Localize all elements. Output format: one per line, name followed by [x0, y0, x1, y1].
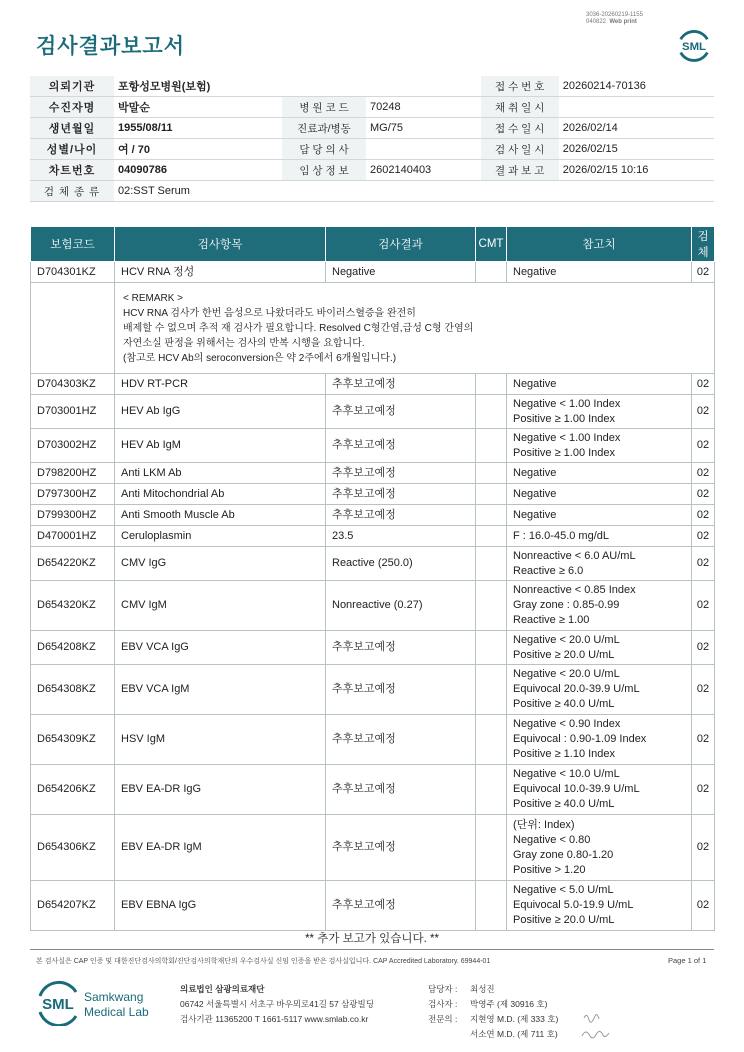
reference-line: Nonreactive < 6.0 AU/mL [513, 549, 636, 562]
row-code: D470001HZ [31, 526, 115, 547]
staff-line [428, 982, 558, 997]
dept-value: MG/75 [366, 118, 481, 139]
footer-logo-name1: Samkwang [84, 990, 144, 1004]
row-cmt [476, 374, 507, 395]
results-table [30, 226, 715, 931]
test-date-label: 검 사 일 시 [481, 139, 559, 160]
test-date-value: 2026/02/15 [559, 139, 714, 160]
report-date-label: 결 과 보 고 [481, 160, 559, 181]
reference-line: Gray zone : 0.85-0.99 [513, 599, 620, 611]
reference-line: Negative < 1.00 Index [513, 431, 621, 444]
table-row [31, 765, 715, 815]
reference-line: F : 16.0-45.0 mg/dL [513, 529, 609, 542]
row-result: Nonreactive (0.27) [326, 581, 476, 631]
row-specimen: 02 [692, 581, 715, 631]
row-result: 추후보고예정 [326, 715, 476, 765]
row-item: Anti LKM Ab [115, 463, 326, 484]
col-header-reference: 참고치 [507, 227, 692, 262]
row-reference [507, 374, 692, 395]
document-id-line2: 040822 [586, 19, 607, 25]
row-code: D798200HZ [31, 463, 115, 484]
row-cmt [476, 526, 507, 547]
reference-line: Reactive ≥ 1.00 [513, 614, 590, 626]
row-cmt [476, 581, 507, 631]
row-result: 추후보고예정 [326, 429, 476, 463]
reference-line: Negative [513, 377, 557, 390]
clinical-info-value: 2602140403 [366, 160, 481, 181]
table-row [31, 581, 715, 631]
row-reference [507, 581, 692, 631]
row-cmt [476, 262, 507, 283]
row-reference [507, 881, 692, 931]
ward-code-value: 70248 [366, 97, 481, 118]
sml-logo-icon [675, 26, 713, 64]
row-specimen: 02 [692, 815, 715, 881]
row-item: EBV EBNA IgG [115, 881, 326, 931]
staff-name: 지현영 M.D. (제 333 호) [470, 1014, 559, 1024]
document-id-line1: 3036-20260219-1155 [586, 12, 643, 18]
row-reference [507, 262, 692, 283]
receipt-date-value: 2026/02/14 [559, 118, 714, 139]
row-reference [507, 463, 692, 484]
row-item: Anti Mitochondrial Ab [115, 484, 326, 505]
remark-line: 자연소실 판정을 위해서는 검사의 반복 시행을 요합니다. [123, 337, 365, 349]
table-row [31, 374, 715, 395]
row-item: HCV RNA 정성 [115, 262, 326, 283]
page-number: Page 1 of 1 [668, 956, 707, 965]
row-item: EBV VCA IgG [115, 631, 326, 665]
row-specimen: 02 [692, 374, 715, 395]
reference-line: Positive ≥ 40.0 U/mL [513, 698, 615, 710]
row-reference [507, 547, 692, 581]
table-row [31, 429, 715, 463]
signature-icon [578, 1008, 618, 1044]
reference-line: Positive ≥ 20.0 U/mL [513, 914, 615, 926]
row-item: CMV IgM [115, 581, 326, 631]
row-specimen: 02 [692, 526, 715, 547]
row-result: 추후보고예정 [326, 505, 476, 526]
row-reference [507, 526, 692, 547]
row-specimen: 02 [692, 881, 715, 931]
additional-report-notice: ** 추가 보고가 있습니다. ** [305, 933, 439, 945]
staff-name: 서소연 M.D. (제 711 호) [470, 1029, 558, 1039]
reference-line: Equivocal 10.0-39.9 U/mL [513, 783, 640, 795]
remark-text [115, 283, 715, 374]
table-row [31, 547, 715, 581]
row-result: 추후보고예정 [326, 881, 476, 931]
row-result: 추후보고예정 [326, 463, 476, 484]
footer-logo-name2: Medical Lab [84, 1005, 149, 1019]
info-row [30, 160, 714, 181]
col-header-item: 검사항목 [115, 227, 326, 262]
row-result: 추후보고예정 [326, 484, 476, 505]
row-code: D704301KZ [31, 262, 115, 283]
reference-line: Negative < 1.00 Index [513, 397, 621, 410]
reference-line: Reactive ≥ 6.0 [513, 564, 584, 577]
reference-line: Positive ≥ 1.00 Index [513, 412, 616, 425]
footer-divider [30, 949, 714, 950]
row-item: Anti Smooth Muscle Ab [115, 505, 326, 526]
reference-line: Positive ≥ 40.0 U/mL [513, 798, 615, 810]
chart-no-value: 04090786 [114, 160, 282, 181]
row-reference [507, 484, 692, 505]
row-item: EBV EA-DR IgM [115, 815, 326, 881]
reference-line: Negative [513, 466, 557, 479]
row-cmt [476, 395, 507, 429]
row-cmt [476, 765, 507, 815]
institution-label: 의뢰기관 [30, 76, 114, 97]
row-code: D703002HZ [31, 429, 115, 463]
staff-label: 전문의 : [428, 1014, 458, 1024]
row-result: Negative [326, 262, 476, 283]
row-result: 추후보고예정 [326, 374, 476, 395]
row-specimen: 02 [692, 463, 715, 484]
row-code: D654306KZ [31, 815, 115, 881]
row-code: D654320KZ [31, 581, 115, 631]
reference-line: Positive ≥ 20.0 U/mL [513, 648, 615, 661]
info-row [30, 118, 714, 139]
col-header-result: 검사결과 [326, 227, 476, 262]
row-reference [507, 505, 692, 526]
staff-name: 박영주 (제 30916 호) [470, 999, 548, 1009]
table-row [31, 665, 715, 715]
birth-value: 1955/08/11 [114, 118, 282, 139]
row-result: 추후보고예정 [326, 631, 476, 665]
reference-line: Negative [513, 508, 557, 521]
reference-line: Gray zone 0.80-1.20 [513, 848, 614, 861]
collect-date-value [559, 97, 714, 118]
row-code: D654207KZ [31, 881, 115, 931]
dept-label: 진료과/병동 [282, 118, 366, 139]
reference-line: Positive ≥ 1.00 Index [513, 446, 616, 459]
reference-line: Negative < 20.0 U/mL [513, 633, 620, 646]
org-address: 06742 서울특별시 서초구 바우뫼로41길 57 삼광빌딩 [180, 999, 374, 1009]
row-cmt [476, 429, 507, 463]
org-contact: 검사기관 11365200 T 1661-5117 www.smlab.co.kr [180, 1014, 369, 1024]
reference-line: Negative [513, 487, 557, 500]
row-specimen: 02 [692, 505, 715, 526]
row-reference [507, 765, 692, 815]
row-item: EBV VCA IgM [115, 665, 326, 715]
doctor-value [366, 139, 481, 160]
staff-info [428, 982, 558, 1042]
row-result: 23.5 [326, 526, 476, 547]
row-code: D799300HZ [31, 505, 115, 526]
web-print-badge: Web print [609, 19, 637, 25]
remark-code-cell [31, 283, 115, 374]
row-specimen: 02 [692, 715, 715, 765]
row-result: 추후보고예정 [326, 395, 476, 429]
info-row [30, 76, 714, 97]
birth-label: 생년월일 [30, 118, 114, 139]
footer-logo-sml: SML [42, 996, 74, 1013]
reference-line: Negative < 20.0 U/mL [513, 668, 620, 680]
row-code: D654206KZ [31, 765, 115, 815]
info-row [30, 181, 714, 202]
organization-info [180, 982, 374, 1027]
receipt-no-label: 접 수 번 호 [481, 76, 559, 97]
staff-line [428, 1027, 558, 1042]
row-reference [507, 815, 692, 881]
reference-line: Negative [513, 265, 557, 278]
row-specimen: 02 [692, 665, 715, 715]
row-result: 추후보고예정 [326, 665, 476, 715]
row-specimen: 02 [692, 484, 715, 505]
row-specimen: 02 [692, 631, 715, 665]
row-specimen: 02 [692, 262, 715, 283]
row-reference [507, 665, 692, 715]
institution-value: 포항성모병원(보험) [114, 76, 481, 97]
remark-line: HCV RNA 검사가 한번 음성으로 나왔더라도 바이러스혈증을 완전히 [123, 307, 416, 319]
row-item: HEV Ab IgM [115, 429, 326, 463]
row-cmt [476, 815, 507, 881]
staff-line [428, 1012, 558, 1027]
row-item: EBV EA-DR IgG [115, 765, 326, 815]
reference-line: Equivocal 5.0-19.9 U/mL [513, 899, 634, 911]
report-date-value: 2026/02/15 10:16 [559, 160, 714, 181]
table-row [31, 631, 715, 665]
reference-line: Nonreactive < 0.85 Index [513, 584, 636, 596]
ward-code-label: 병 원 코 드 [282, 97, 366, 118]
row-result: 추후보고예정 [326, 765, 476, 815]
row-cmt [476, 665, 507, 715]
reference-line: Positive > 1.20 [513, 863, 586, 876]
certification-text: 본 검사실은 CAP 인증 및 대한진단검사의학회/진단검사의학재단의 우수검사실 신임 인증을 받은 검사실입니다. CAP Accredited Laboratory. 69944-01 [36, 958, 491, 965]
reference-line: Equivocal : 0.90-1.09 Index [513, 733, 647, 745]
row-cmt [476, 505, 507, 526]
table-row [31, 484, 715, 505]
reference-line: Negative < 0.80 [513, 833, 591, 846]
remark-row [31, 283, 715, 374]
row-item: HDV RT-PCR [115, 374, 326, 395]
row-item: HSV IgM [115, 715, 326, 765]
table-row [31, 395, 715, 429]
row-code: D654208KZ [31, 631, 115, 665]
row-specimen: 02 [692, 547, 715, 581]
col-header-cmt: CMT [476, 227, 507, 262]
document-id [586, 12, 666, 26]
table-row [31, 526, 715, 547]
table-row [31, 505, 715, 526]
row-reference [507, 715, 692, 765]
receipt-date-label: 접 수 일 시 [481, 118, 559, 139]
patient-info-table [30, 76, 714, 202]
row-cmt [476, 631, 507, 665]
org-name: 의료법인 삼광의료재단 [180, 984, 265, 994]
col-header-code: 보험코드 [31, 227, 115, 262]
row-result: 추후보고예정 [326, 815, 476, 881]
row-specimen: 02 [692, 765, 715, 815]
row-cmt [476, 547, 507, 581]
row-code: D654308KZ [31, 665, 115, 715]
row-cmt [476, 463, 507, 484]
sex-age-value: 여 / 70 [114, 139, 282, 160]
patient-name-label: 수진자명 [30, 97, 114, 118]
row-reference [507, 631, 692, 665]
staff-label: 담당자 : [428, 984, 458, 994]
samkwang-logo-icon [36, 980, 166, 1026]
table-row [31, 463, 715, 484]
col-header-specimen: 검체 [692, 227, 715, 262]
patient-name-value: 박말순 [114, 97, 282, 118]
footer-logo [36, 980, 166, 1031]
row-code: D797300HZ [31, 484, 115, 505]
row-code: D704303KZ [31, 374, 115, 395]
row-result: Reactive (250.0) [326, 547, 476, 581]
remark-line: 배제할 수 없으며 추적 재 검사가 필요합니다. Resolved C형간염,급성 C형 간염의 [123, 322, 474, 334]
staff-name: 최성진 [470, 984, 495, 994]
row-reference [507, 429, 692, 463]
specimen-value: 02:SST Serum [114, 181, 714, 202]
reference-line: (단위: Index) [513, 818, 575, 831]
row-cmt [476, 484, 507, 505]
clinical-info-label: 임 상 정 보 [282, 160, 366, 181]
report-title: 검사결과보고서 [36, 35, 186, 58]
row-code: D703001HZ [31, 395, 115, 429]
row-code: D654220KZ [31, 547, 115, 581]
sex-age-label: 성별/나이 [30, 139, 114, 160]
chart-no-label: 차트번호 [30, 160, 114, 181]
info-row [30, 97, 714, 118]
staff-label: 검사자 : [428, 999, 458, 1009]
staff-line [428, 997, 558, 1012]
row-item: HEV Ab IgG [115, 395, 326, 429]
row-cmt [476, 715, 507, 765]
row-reference [507, 395, 692, 429]
row-item: CMV IgG [115, 547, 326, 581]
info-row [30, 139, 714, 160]
row-specimen: 02 [692, 429, 715, 463]
results-header-row [31, 227, 715, 262]
table-row [31, 815, 715, 881]
remark-line: (참고로 HCV Ab의 seroconversion은 약 2주에서 6개월입니다.) [123, 352, 397, 364]
table-row [31, 881, 715, 931]
reference-line: Negative < 10.0 U/mL [513, 768, 620, 780]
specimen-label: 검 체 종 류 [30, 181, 114, 202]
row-cmt [476, 881, 507, 931]
reference-line: Negative < 5.0 U/mL [513, 884, 614, 896]
doctor-label: 담 당 의 사 [282, 139, 366, 160]
reference-line: Negative < 0.90 Index [513, 718, 621, 730]
table-row [31, 715, 715, 765]
remark-line: < REMARK > [123, 292, 184, 304]
logo-text: SML [681, 40, 707, 53]
row-code: D654309KZ [31, 715, 115, 765]
receipt-no-value: 20260214-70136 [559, 76, 714, 97]
collect-date-label: 채 취 일 시 [481, 97, 559, 118]
row-item: Ceruloplasmin [115, 526, 326, 547]
reference-line: Positive ≥ 1.10 Index [513, 748, 616, 760]
table-row [31, 262, 715, 283]
reference-line: Equivocal 20.0-39.9 U/mL [513, 683, 640, 695]
row-specimen: 02 [692, 395, 715, 429]
